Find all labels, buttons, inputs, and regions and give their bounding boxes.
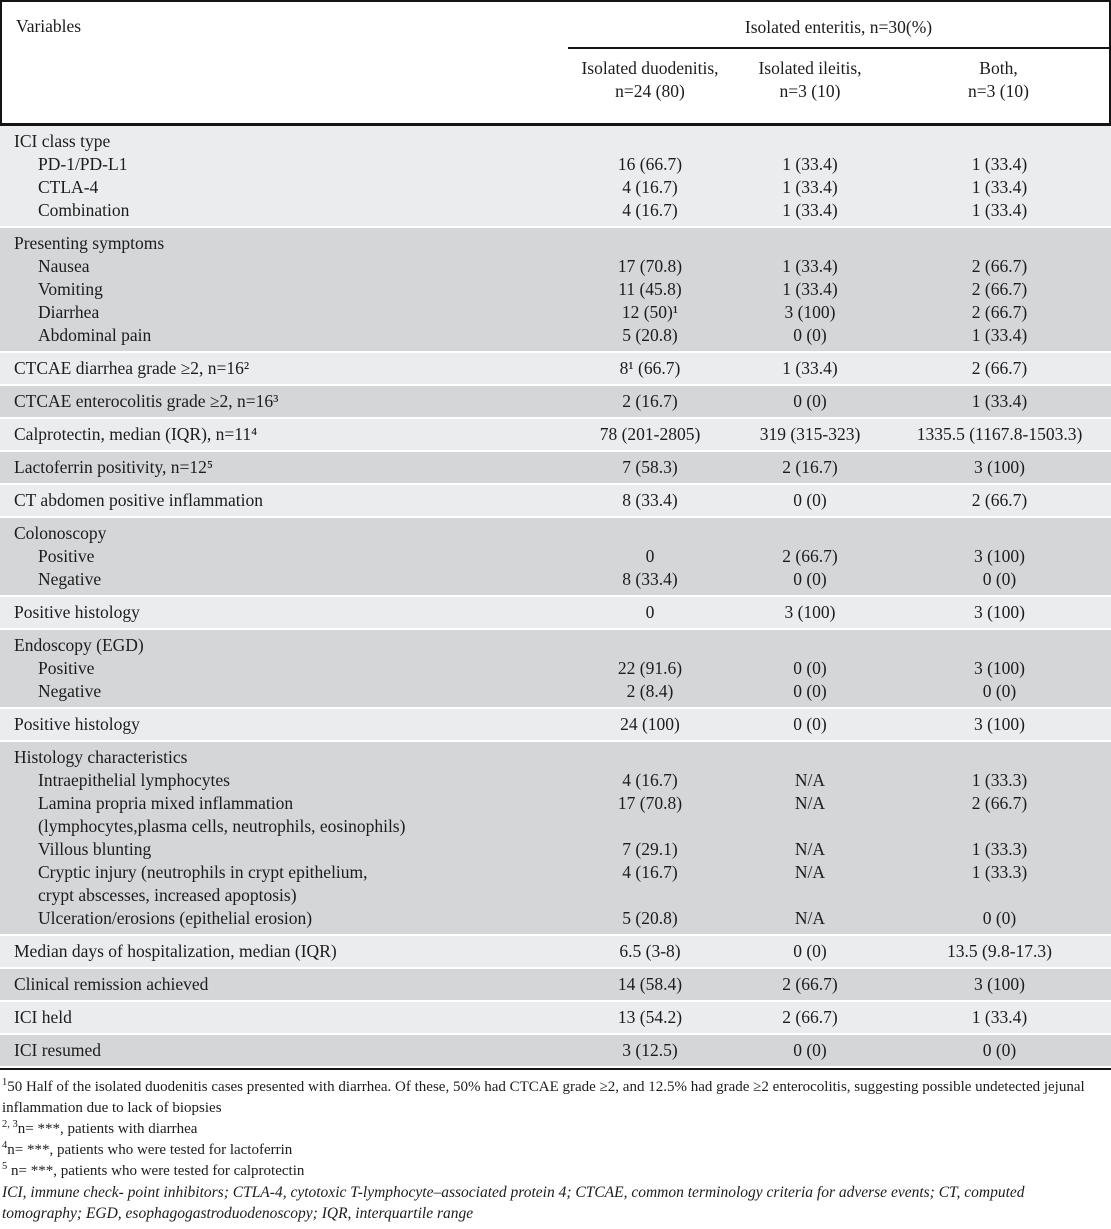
- cell-value: 0 (0): [793, 941, 827, 961]
- table-row: [0, 769, 1111, 792]
- table-row: [0, 1006, 1111, 1029]
- row-label: Presenting symptoms: [14, 233, 165, 253]
- table-row: [0, 278, 1111, 301]
- cell-value: 11 (45.8): [618, 279, 682, 299]
- table-row: [0, 1039, 1111, 1062]
- row-label: CTCAE enterocolitis grade ≥2, n=16³: [14, 391, 279, 411]
- footnote-marker: 2, 3: [2, 1119, 18, 1130]
- row-label: ICI resumed: [14, 1040, 101, 1060]
- table-row: [0, 884, 1111, 907]
- row-label: (lymphocytes,plasma cells, neutrophils, eosinophils): [38, 816, 406, 836]
- table-row: [0, 489, 1111, 512]
- cell-value: N/A: [794, 839, 826, 859]
- row-label: Colonoscopy: [14, 523, 107, 543]
- table-row: [0, 357, 1111, 380]
- cell-value: 17 (70.8): [617, 256, 683, 276]
- cell-value: [888, 130, 1111, 153]
- table-section: [0, 1035, 1111, 1066]
- row-label: Vomiting: [38, 279, 103, 299]
- cell-value: [888, 232, 1111, 255]
- table-row: [0, 907, 1111, 930]
- cell-value: [888, 815, 1111, 838]
- column-header-line: n=3 (10): [779, 81, 841, 101]
- group-header-title: Isolated enteritis, n=30(%): [744, 17, 933, 37]
- table-row: [0, 153, 1111, 176]
- table-section: [0, 742, 1111, 934]
- cell-value: 1 (33.4): [971, 154, 1028, 174]
- table-section: [0, 709, 1111, 740]
- row-label: Abdominal pain: [38, 325, 152, 345]
- table-row: [0, 713, 1111, 736]
- row-label: Diarrhea: [38, 302, 100, 322]
- table-row: [0, 973, 1111, 996]
- cell-value: [568, 130, 732, 153]
- row-label: Positive histology: [14, 602, 140, 622]
- column-header-line: n=24 (80): [615, 81, 685, 101]
- cell-value: [888, 634, 1111, 657]
- table-section: [0, 969, 1111, 1000]
- row-label: Clinical remission achieved: [14, 974, 209, 994]
- cell-value: [888, 746, 1111, 769]
- footnote-text: n= ***, patients who were tested for calprotectin: [7, 1163, 305, 1179]
- cell-value: 1 (33.3): [971, 770, 1028, 790]
- table-row: [0, 199, 1111, 222]
- cell-value: 1 (33.4): [971, 1007, 1028, 1027]
- group-header-rule: [568, 47, 1109, 49]
- cell-value: 2 (66.7): [971, 302, 1028, 322]
- cell-value: 1 (33.4): [971, 177, 1028, 197]
- cell-value: [568, 634, 732, 657]
- cell-value: 319 (315-323): [759, 424, 861, 444]
- table-section: [0, 353, 1111, 384]
- cell-value: 13.5 (9.8-17.3): [947, 941, 1052, 961]
- footnote-marker: 1: [2, 1077, 8, 1088]
- cell-value: 3 (100): [973, 658, 1026, 678]
- cell-value: 4 (16.7): [622, 200, 678, 220]
- cell-value: 17 (70.8): [617, 793, 683, 813]
- cell-value: 3 (100): [973, 546, 1026, 566]
- cell-value: 1 (33.4): [782, 256, 838, 276]
- footnotes: [0, 1070, 1111, 1224]
- table-row: [0, 940, 1111, 963]
- cell-value: N/A: [794, 770, 826, 790]
- footnote-marker: 5: [2, 1161, 8, 1172]
- table-section: [0, 452, 1111, 483]
- table-header: [0, 0, 1111, 126]
- cell-value: 0: [645, 602, 655, 622]
- column-header-isolated-ileitis: [732, 57, 888, 103]
- row-label: Ulceration/erosions (epithelial erosion): [38, 908, 313, 928]
- cell-value: [568, 522, 732, 545]
- footnote: [2, 1182, 1103, 1224]
- cell-value: [732, 634, 888, 657]
- table-section: [0, 630, 1111, 707]
- footnote-text: ICI, immune check- point inhibitors; CTLA-4, cytotoxic T-lymphocyte–associated protein 4; CTCAE, common terminology criteria for adverse events; CT, computed tomography; EGD, esophagogastroduodenoscopy; IQR, interquartile range: [2, 1184, 1025, 1222]
- cell-value: 1 (33.4): [782, 200, 838, 220]
- cell-value: 2 (66.7): [971, 490, 1028, 510]
- row-label: Histology characteristics: [14, 747, 188, 767]
- cell-value: 3 (100): [784, 602, 836, 622]
- row-label: Positive histology: [14, 714, 140, 734]
- footnote: [2, 1161, 1103, 1182]
- cell-value: [888, 884, 1111, 907]
- cell-value: 0: [645, 546, 655, 566]
- row-label: Negative: [38, 681, 102, 701]
- cell-value: 3 (100): [973, 714, 1026, 734]
- cell-value: 16 (66.7): [617, 154, 683, 174]
- table-row: [0, 301, 1111, 324]
- cell-value: 22 (91.6): [617, 658, 683, 678]
- cell-value: 0 (0): [982, 908, 1017, 928]
- cell-value: 0 (0): [793, 681, 827, 701]
- row-label: CTLA-4: [38, 177, 99, 197]
- column-header-isolated-duodenitis: [568, 57, 732, 103]
- cell-value: 1 (33.4): [971, 391, 1028, 411]
- cell-value: 2 (66.7): [782, 974, 838, 994]
- row-label: PD-1/PD-L1: [38, 154, 128, 174]
- cell-value: 2 (66.7): [971, 256, 1028, 276]
- row-label: Endoscopy (EGD): [14, 635, 144, 655]
- table-section: [0, 597, 1111, 628]
- cell-value: 0 (0): [982, 681, 1017, 701]
- footnote-text: n= ***, patients with diarrhea: [17, 1121, 198, 1137]
- cell-value: 1 (33.4): [782, 358, 838, 378]
- column-header-line: Isolated duodenitis,: [581, 58, 719, 78]
- cell-value: 2 (66.7): [782, 1007, 838, 1027]
- footnote-text: 50 Half of the isolated duodenitis cases presented with diarrhea. Of these, 50% had CTCAE grade ≥2, and 12.5% had grade ≥2 enterocolitis, suggesting possible undetected jejunal inflammation due to lack of biopsies: [2, 1079, 1085, 1116]
- cell-value: 0 (0): [793, 490, 827, 510]
- cell-value: 1 (33.3): [971, 839, 1028, 859]
- cell-value: 0 (0): [793, 325, 827, 345]
- column-header-line: Both,: [979, 58, 1018, 78]
- cell-value: 78 (201-2805): [599, 424, 701, 444]
- cell-value: 2 (66.7): [971, 793, 1028, 813]
- cell-value: [568, 232, 732, 255]
- cell-value: 7 (29.1): [622, 839, 678, 859]
- row-label: CTCAE diarrhea grade ≥2, n=16²: [14, 358, 250, 378]
- footnote-marker: 4: [2, 1140, 8, 1151]
- cell-value: 5 (20.8): [622, 325, 678, 345]
- cell-value: N/A: [794, 793, 826, 813]
- table-section: [0, 126, 1111, 226]
- cell-value: N/A: [794, 862, 826, 882]
- cell-value: 1335.5 (1167.8-1503.3): [916, 424, 1083, 444]
- cell-value: [732, 130, 888, 153]
- cell-value: 8 (33.4): [622, 569, 678, 589]
- cell-value: 3 (100): [784, 302, 836, 322]
- cell-value: 0 (0): [982, 1040, 1017, 1060]
- row-label: ICI class type: [14, 131, 111, 151]
- cell-value: 1 (33.3): [971, 862, 1028, 882]
- cell-value: [888, 522, 1111, 545]
- cell-value: 0 (0): [793, 1040, 827, 1060]
- cell-value: 14 (58.4): [617, 974, 683, 994]
- row-label: Lamina propria mixed inflammation: [38, 793, 294, 813]
- variables-column-header: Variables: [16, 16, 82, 36]
- cell-value: 8 (33.4): [622, 490, 678, 510]
- cell-value: [732, 884, 888, 907]
- table-section: [0, 386, 1111, 417]
- cell-value: 6.5 (3-8): [619, 941, 681, 961]
- cell-value: 2 (66.7): [971, 279, 1028, 299]
- cell-value: [732, 746, 888, 769]
- footnote: [2, 1077, 1103, 1119]
- cell-value: 8¹ (66.7): [619, 358, 681, 378]
- table-body: [0, 126, 1111, 1066]
- table-row: [0, 545, 1111, 568]
- table-section: [0, 936, 1111, 967]
- row-label: ICI held: [14, 1007, 72, 1027]
- column-header-line: n=3 (10): [968, 81, 1029, 101]
- table-row: [0, 634, 1111, 657]
- row-label: Positive: [38, 546, 95, 566]
- row-label: Positive: [38, 658, 95, 678]
- cell-value: 2 (66.7): [971, 358, 1028, 378]
- footnote: [2, 1119, 1103, 1140]
- table-row: [0, 176, 1111, 199]
- cell-value: 4 (16.7): [622, 177, 678, 197]
- table-row: [0, 324, 1111, 347]
- table-section: [0, 485, 1111, 516]
- column-header-line: Isolated ileitis,: [758, 58, 862, 78]
- table-row: [0, 232, 1111, 255]
- table-row: [0, 255, 1111, 278]
- table-section: [0, 518, 1111, 595]
- cell-value: 2 (16.7): [782, 457, 838, 477]
- cell-value: 1 (33.4): [971, 325, 1028, 345]
- table-row: [0, 522, 1111, 545]
- row-label: Median days of hospitalization, median (IQR): [14, 941, 337, 961]
- cell-value: [732, 522, 888, 545]
- table-row: [0, 568, 1111, 591]
- cell-value: 2 (16.7): [622, 391, 678, 411]
- cell-value: 3 (100): [973, 457, 1026, 477]
- subcolumn-headers: [568, 57, 1109, 103]
- table-row: [0, 680, 1111, 703]
- table-row: [0, 838, 1111, 861]
- row-label: Combination: [38, 200, 130, 220]
- cell-value: 1 (33.4): [782, 154, 838, 174]
- cell-value: [568, 815, 732, 838]
- row-label: Calprotectin, median (IQR), n=11⁴: [14, 424, 258, 444]
- cell-value: 5 (20.8): [622, 908, 678, 928]
- cell-value: 0 (0): [982, 569, 1017, 589]
- table-row: [0, 456, 1111, 479]
- row-label: Cryptic injury (neutrophils in crypt epithelium,: [38, 862, 368, 882]
- cell-value: [568, 746, 732, 769]
- cell-value: 0 (0): [793, 658, 827, 678]
- cell-value: 7 (58.3): [622, 457, 678, 477]
- table-row: [0, 423, 1111, 446]
- table-section: [0, 419, 1111, 450]
- table-row: [0, 792, 1111, 815]
- row-label: Lactoferrin positivity, n=12⁵: [14, 457, 214, 477]
- row-label: Negative: [38, 569, 102, 589]
- table-row: [0, 815, 1111, 838]
- cell-value: 0 (0): [793, 714, 827, 734]
- cell-value: 3 (100): [973, 974, 1026, 994]
- cell-value: 4 (16.7): [622, 862, 678, 882]
- cell-value: 1 (33.4): [971, 200, 1028, 220]
- cell-value: [568, 884, 732, 907]
- table-row: [0, 390, 1111, 413]
- cell-value: 3 (12.5): [622, 1040, 678, 1060]
- cell-value: 2 (66.7): [782, 546, 838, 566]
- row-label: crypt abscesses, increased apoptosis): [38, 885, 297, 905]
- cell-value: 12 (50)¹: [621, 302, 679, 322]
- cell-value: 0 (0): [793, 391, 827, 411]
- table-row: [0, 130, 1111, 153]
- row-label: Villous blunting: [38, 839, 152, 859]
- cell-value: 2 (8.4): [626, 681, 674, 701]
- row-label: CT abdomen positive inflammation: [14, 490, 264, 510]
- row-label: Intraepithelial lymphocytes: [38, 770, 230, 790]
- cell-value: N/A: [794, 908, 826, 928]
- footnote: [2, 1140, 1103, 1161]
- cell-value: 4 (16.7): [622, 770, 678, 790]
- cell-value: [732, 232, 888, 255]
- group-header: [568, 2, 1109, 103]
- table-row: [0, 601, 1111, 624]
- table-section: [0, 228, 1111, 351]
- cell-value: [732, 815, 888, 838]
- cell-value: 3 (100): [973, 602, 1026, 622]
- column-header-both: [888, 57, 1109, 103]
- table-row: [0, 861, 1111, 884]
- cell-value: 0 (0): [793, 569, 827, 589]
- table-section: [0, 1002, 1111, 1033]
- footnote-text: n= ***, patients who were tested for lactoferrin: [7, 1142, 293, 1158]
- row-label: Nausea: [38, 256, 90, 276]
- table-row: [0, 746, 1111, 769]
- cell-value: 24 (100): [620, 714, 680, 734]
- cell-value: 1 (33.4): [782, 279, 838, 299]
- cell-value: 1 (33.4): [782, 177, 838, 197]
- cell-value: 13 (54.2): [617, 1007, 683, 1027]
- table-row: [0, 657, 1111, 680]
